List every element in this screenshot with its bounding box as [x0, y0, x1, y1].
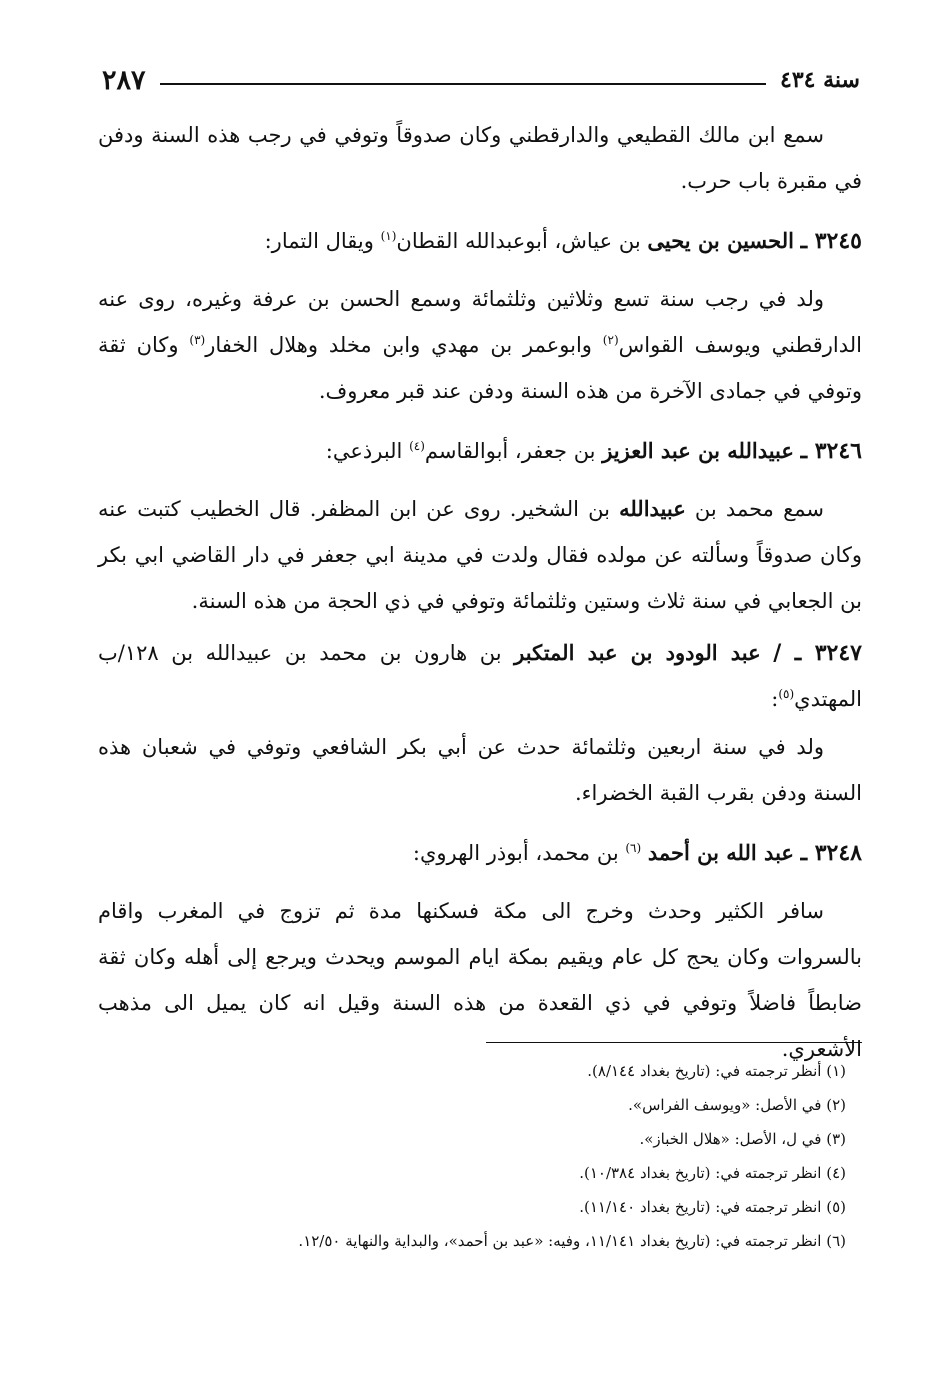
entry-name: الحسين بن يحيى: [647, 228, 794, 253]
entry-lineage: بن هارون بن محمد بن عبيدالله بن ١٢٨/ب المهتدي: [98, 641, 862, 711]
body-text: ولد في رجب سنة تسع وثلاثين وثلثمائة وسمع الحسن بن عرفة وغيره، روى عنه الدارقطني ويوسف القواس: [98, 287, 862, 357]
footnote-ref: (١): [380, 229, 397, 243]
intro-paragraph: سمع ابن مالك القطيعي والدارقطني وكان صدوقاً وتوفي في رجب هذه السنة ودفن في مقبرة باب حرب.: [98, 123, 862, 193]
entry-3246-body: [98, 486, 862, 624]
footnote: (٥) انظر ترجمته في: (تاريخ بغداد ١١/١٤٠).: [579, 1198, 846, 1216]
entry-name: عبد الله بن أحمد: [647, 840, 794, 865]
entry-3248-body: سافر الكثير وحدث وخرج الى مكة فسكنها مدة ثم تزوج في المغرب واقام بالسروات وكان يحج كل عام ويقيم بمكة ايام الموسم ويحدث ويرجع إلى أهله وكان ثقة ضابطاً فاضلاً وتوفي في ذي القعدة من هذه السنة وقيل انه كان يميل الى مذهب الأشعري.: [98, 899, 862, 1061]
entry-name: عبيدالله بن عبد العزيز: [602, 438, 794, 463]
footnote-ref: (٦): [625, 841, 642, 855]
page-header: [102, 58, 860, 102]
footnote: (٣) في ل، الأصل: «هلال الخباز».: [639, 1130, 846, 1148]
header-year: سنة ٤٣٤: [780, 67, 860, 93]
entry-lineage: بن عياش، أبوعبدالله القطان: [396, 229, 641, 253]
entry-number: ٣٢٤٨ ـ: [800, 840, 862, 866]
footnote-ref: (٣): [189, 333, 206, 347]
page-number: ٢٨٧: [102, 64, 146, 96]
footnote: (٢) في الأصل: «ويوسف الفراس».: [628, 1096, 846, 1114]
footnote: (٤) انظر ترجمته في: (تاريخ بغداد ١٠/٣٨٤).: [579, 1164, 846, 1182]
entry-name: عبد الودود بن عبد المتكبر: [514, 640, 761, 665]
entry-3247-heading: [98, 630, 862, 722]
body-text: سمع محمد بن: [685, 497, 824, 521]
entry-3247-body: ولد في سنة اربعين وثلثمائة حدث عن أبي بكر الشافعي وتوفي في شعبان هذه السنة ودفن بقرب القبة الخضراء.: [98, 735, 862, 805]
entry-number: ٣٢٤٧ ـ /: [773, 640, 862, 666]
entry-3245-heading: [98, 218, 862, 264]
entry-lineage: بن محمد، أبوذر الهروي:: [412, 841, 626, 865]
body-text: وابوعمر بن مهدي وابن مخلد وهلال الخفار: [205, 333, 603, 357]
footnote-ref: (٤): [409, 439, 425, 453]
entry-lineage: بن جعفر، أبوالقاسم: [424, 439, 596, 463]
entry-tail: البرذعي:: [325, 439, 410, 463]
header-rule: [160, 83, 767, 85]
body-bold-name: عبيدالله: [619, 496, 686, 521]
footnotes: [120, 1054, 846, 1258]
footnote-separator: [486, 1042, 862, 1043]
footnote-ref: (٥): [778, 687, 795, 701]
page-body: [98, 112, 862, 1072]
entry-tail: ويقال التمار:: [264, 229, 381, 253]
entry-3246-heading: [98, 428, 862, 474]
entry-3248-heading: [98, 830, 862, 876]
footnote: (٦) انظر ترجمته في: (تاريخ بغداد ١١/١٤١، وفيه: «عبد بن أحمد»، والبداية والنهاية ١٢/٥٠.: [298, 1232, 846, 1250]
footnote-ref: (٢): [602, 333, 619, 347]
body-text: وكان ثقة وتوفي في جمادى الآخرة من هذه السنة ودفن عند قبر معروف.: [98, 333, 862, 403]
entry-number: ٣٢٤٥ ـ: [800, 228, 862, 254]
footnote: (١) أنظر ترجمته في: (تاريخ بغداد ٨/١٤٤).: [587, 1062, 846, 1080]
entry-number: ٣٢٤٦ ـ: [800, 438, 862, 464]
entry-3245-body: [98, 276, 862, 414]
entry-tail: :: [771, 687, 779, 711]
body-text: بن الشخير. روى عن ابن المظفر. قال الخطيب كتبت عنه وكان صدوقاً وسألته عن مولده فقال ولدت في مدينة ابي جعفر في دار القاضي ابي بكر بن الجعابي في سنة ثلاث وستين وثلثمائة وتوفي في ذي الحجة من هذه السنة.: [98, 497, 862, 613]
